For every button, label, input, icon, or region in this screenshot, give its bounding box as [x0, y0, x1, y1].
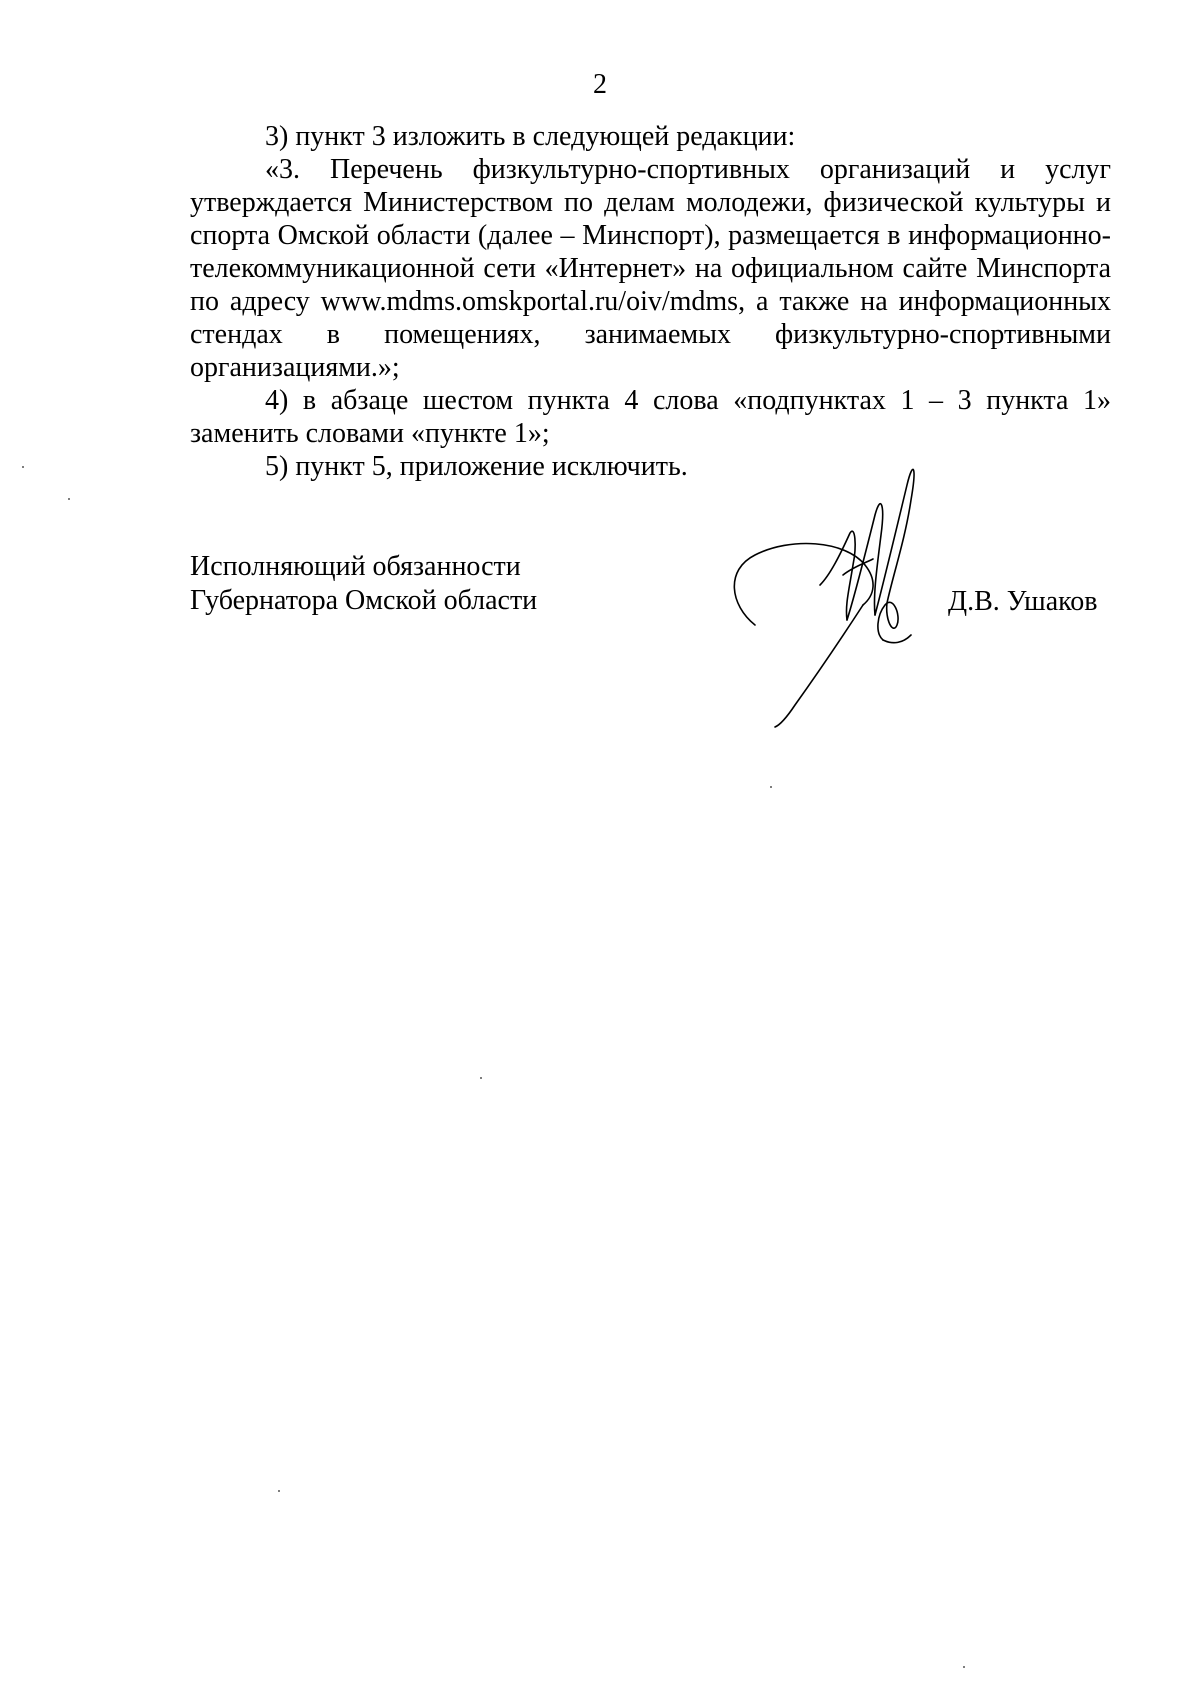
- signatory-title-line-1: Исполняющий обязанности: [190, 551, 521, 582]
- document-body: [190, 120, 1111, 483]
- scan-speck: [480, 1077, 482, 1079]
- page-number: 2: [593, 69, 607, 100]
- paragraph-item-3: 3) пункт 3 изложить в следующей редакции:: [265, 121, 796, 152]
- scan-speck: [68, 498, 70, 500]
- scan-speck: [963, 1666, 965, 1668]
- scan-speck: [770, 786, 772, 788]
- signatory-name: Д.В. Ушаков: [948, 586, 1098, 617]
- paragraph-item-3-text: «3. Перечень физкультурно-спортивных организаций и услуг утверждается Министерством по делам молодежи, физической культуры и спорта Омской области (далее – Минспорт), размещается в информационно-телекоммуникационной сети «Интернет» на официальном сайте Минспорта по адресу www.mdms.omskportal.ru/oiv/mdms, а также на информационных стендах в помещениях, занимаемых физкультурно-спортивными организациями.»;: [190, 154, 1111, 383]
- signatory-title-line-2: Губернатора Омской области: [190, 585, 538, 616]
- handwritten-signature: [725, 455, 975, 735]
- signatory-title: [190, 550, 537, 618]
- scan-speck: [22, 466, 24, 468]
- scan-speck: [278, 1490, 280, 1492]
- paragraph-item-5: 5) пункт 5, приложение исключить.: [265, 451, 688, 482]
- paragraph-item-4: 4) в абзаце шестом пункта 4 слова «подпунктах 1 – 3 пункта 1» заменить словами «пункте 1»;: [190, 385, 1111, 449]
